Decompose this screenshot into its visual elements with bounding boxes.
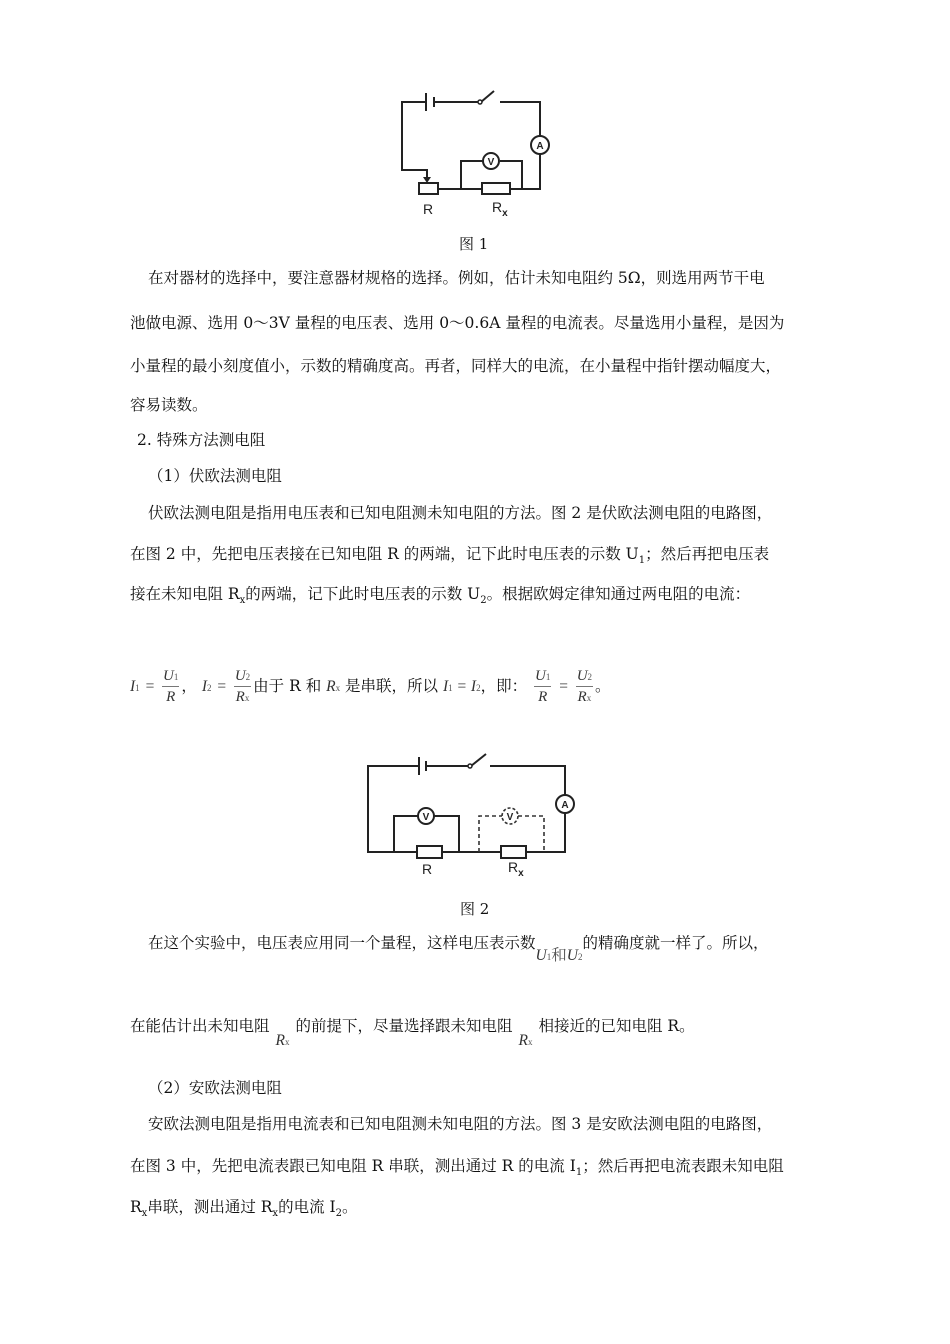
para4-line1: 安欧法测电阻是指用电流表和已知电阻测未知电阻的方法。图 3 是安欧法测电阻的电路图，	[148, 1115, 773, 1133]
para4-line3-text-d: 。	[342, 1198, 358, 1216]
figure2-caption: 图 2	[460, 900, 490, 918]
para2-line3-sub1: x	[239, 595, 246, 606]
para4-line2	[130, 1156, 784, 1179]
para4-line3-text-a: R	[130, 1198, 142, 1216]
fig1-rx-label	[492, 199, 508, 219]
formula-end: 。	[595, 677, 611, 695]
fig2-rx-body	[501, 846, 526, 858]
para2-line2-sub: 1	[638, 555, 646, 566]
para2-line3-sub2: 2	[480, 595, 487, 606]
fig2-dashed-voltmeter-left	[479, 816, 502, 852]
formula-frac-u2-rx-2: $\frac{U2}{Rx}$	[576, 667, 593, 705]
para2-line2-text-a: 在图 2 中，先把电压表接在已知电阻 R 的两端，记下此时电压表的示数 U	[130, 545, 639, 563]
para3-line1	[148, 933, 769, 964]
formula-eq2: =	[216, 678, 227, 695]
para1-line4: 容易读数。	[130, 396, 208, 414]
formula-line	[130, 666, 611, 710]
fig1-rx-body	[482, 183, 510, 194]
formula-text-series: 是串联，所以	[345, 677, 439, 695]
para4-line3-text-c: 的电流 I	[278, 1198, 336, 1216]
fig2-rx-label-sub: x	[518, 868, 524, 879]
para2-line3	[130, 584, 750, 607]
para2-line3-text-c: 。根据欧姆定律知通过两电阻的电流：	[486, 585, 751, 603]
fig1-rx-label-main: R	[492, 199, 503, 215]
section2-heading: 2. 特殊方法测电阻	[137, 431, 266, 449]
para3-line2	[130, 1016, 695, 1049]
para4-line2-text-b: ；然后再把电流表跟未知电阻	[582, 1157, 784, 1175]
fig1-right-wire	[500, 102, 540, 136]
para2-line2	[130, 544, 769, 567]
para3-line2-text-b: 的前提下，尽量选择跟未知电阻	[295, 1017, 513, 1035]
sub1-heading: （1）伏欧法测电阻	[148, 467, 282, 485]
fig2-right-lower-wire	[526, 813, 565, 852]
fig1-left-wire	[402, 102, 427, 179]
fig2-rx-label	[508, 859, 524, 879]
fig2-rx-label-main: R	[508, 859, 519, 875]
formula-frac-u1-r-2: $\frac{U1}{R}$	[535, 668, 551, 705]
fig1-rheostat-body	[419, 183, 438, 194]
para3-line1-text-b: 的精确度就一样了。所以，	[582, 934, 769, 952]
para4-line3-text-b: 串联，测出通过 R	[147, 1198, 273, 1216]
formula-text-ie: ，即：	[480, 677, 528, 695]
fig1-rheostat-label: R	[422, 201, 434, 217]
fig2-voltmeter-label: V	[422, 812, 430, 823]
formula-i1-eq-i2: I1 = I2	[443, 678, 481, 695]
fig1-switch-lever	[481, 91, 494, 102]
para2-line1: 伏欧法测电阻是指用电压表和已知电阻测未知电阻的方法。图 2 是伏欧法测电阻的电路图，	[148, 504, 773, 522]
para3-u2: U2	[566, 947, 583, 964]
fig2-switch-lever	[471, 754, 486, 766]
sub2-heading: （2）安欧法测电阻	[148, 1079, 282, 1097]
para3-rx2: Rx	[518, 1032, 533, 1049]
para4-line3-sub3: 2	[335, 1208, 342, 1219]
fig2-r-label: R	[421, 861, 433, 877]
para3-rx1: Rx	[275, 1032, 290, 1049]
para3-and: 和	[551, 946, 567, 964]
para1-line3: 小量程的最小刻度值小，示数的精确度高。再者，同样大的电流，在小量程中指针摆动幅度大，	[130, 357, 782, 375]
fig2-r-body	[417, 846, 442, 858]
para4-line3	[130, 1197, 358, 1220]
para4-line3-sub2: x	[272, 1208, 279, 1219]
fig2-right-wire	[490, 766, 565, 795]
para1-line2: 池做电源、选用 0～3V 量程的电压表、选用 0～0.6A 量程的电流表。尽量选用小量程，是因为	[130, 314, 785, 332]
fig1-voltmeter-left-wire	[461, 161, 483, 189]
para4-line2-text-a: 在图 3 中，先把电流表跟已知电阻 R 串联，测出通过 R 的电流 I	[130, 1157, 576, 1175]
formula-eq1: =	[144, 678, 156, 695]
fig1-rx-label-sub: x	[502, 208, 508, 219]
para3-u1: U1	[535, 947, 552, 964]
figure1-caption: 图 1	[459, 235, 489, 253]
figure2-circuit-diagram	[362, 750, 582, 882]
para4-line2-sub: 1	[575, 1167, 583, 1178]
formula-comma1: ，	[181, 677, 197, 695]
formula-eq3: =	[558, 678, 569, 695]
fig2-voltmeter-left-wire	[394, 816, 418, 852]
formula-rx: Rx	[326, 678, 341, 695]
fig2-switch-pivot	[468, 764, 472, 768]
para4-line3-sub1: x	[141, 1208, 148, 1219]
para1-line1: 在对器材的选择中，要注意器材规格的选择。例如，估计未知电阻约 5Ω，则选用两节干电	[148, 269, 765, 287]
formula-i2: I2	[201, 678, 212, 695]
para2-line2-text-b: ；然后再把电压表	[645, 545, 770, 563]
figure1-circuit-diagram	[390, 88, 560, 223]
formula-text-due: 由于 R 和	[253, 677, 322, 695]
para2-line3-text-b: 的两端，记下此时电压表的示数 U	[245, 585, 481, 603]
para2-line3-text-a: 接在未知电阻 R	[130, 585, 240, 603]
formula-frac-u1-r: $\frac{U1}{R}$	[163, 668, 179, 705]
fig2-dashed-voltmeter-label: V	[506, 812, 514, 823]
para3-line1-text-a: 在这个实验中，电压表应用同一个量程，这样电压表示数	[148, 934, 536, 952]
fig1-switch-pivot	[478, 100, 482, 104]
fig1-voltmeter-label: V	[487, 157, 495, 168]
formula-frac-u2-rx: $\frac{U2}{Rx}$	[234, 667, 251, 705]
para3-line2-text-c: 相接近的已知电阻 R。	[538, 1017, 695, 1035]
formula-i1: I1	[130, 678, 140, 695]
fig1-right-lower-wire	[510, 154, 540, 189]
fig2-ammeter-label: A	[561, 800, 569, 811]
fig1-ammeter-label: A	[536, 141, 544, 152]
para3-line2-text-a: 在能估计出未知电阻	[130, 1017, 270, 1035]
